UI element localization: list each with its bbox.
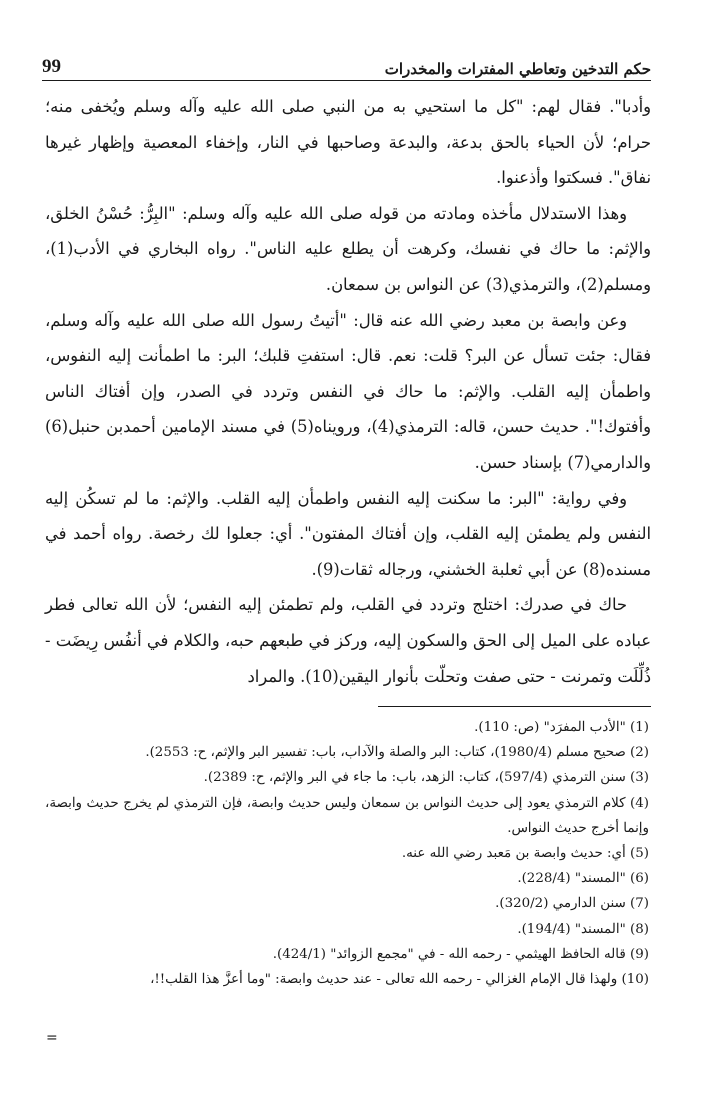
footnotes — [45, 715, 651, 992]
footnote: (3) سنن الترمذي (597/4)، كتاب: الزهد، باب: ما جاء في البر والإثم، ح: 2389). — [203, 770, 649, 786]
running-title: حكم التدخين وتعاطي المفترات والمخدرات — [384, 60, 651, 78]
paragraph: وأدبا". فقال لهم: "كل ما استحيي به من النبي صلى الله عليه وآله وسلم ويُخفى منه؛ حرام؛ لأن الحياء بالحق بدعة، والبدعة وصاحبها في النار، وإخفاء المعصية وإظهار غيرها نفاق". فسكتوا وأذعنوا. — [45, 97, 651, 188]
footnote: (4) كلام الترمذي يعود إلى حديث النواس بن سمعان وليس حديث وابصة، فإن الترمذي لم يخرج حديث وابصة، وإنما أخرج حديث النواس. — [45, 795, 649, 836]
paragraph: وهذا الاستدلال مأخذه ومادته من قوله صلى الله عليه وآله وسلم: "البِرُّ: حُسْنُ الخلق، والإثم: ما حاك في نفسك، وكرهت أن يطلع عليه الناس". رواه البخاري في الأدب(1)، ومسلم(2)، والترمذي(3) عن النواس بن سمعان. — [45, 203, 651, 294]
header-rule — [42, 80, 651, 81]
footnote: (2) صحيح مسلم (1980/4)، كتاب: البر والصلة والآداب، باب: تفسير البر والإثم، ح: 2553). — [145, 745, 649, 761]
page-header — [42, 48, 651, 78]
paragraph: وعن وابصة بن معبد رضي الله عنه قال: "أتيتُ رسول الله صلى الله عليه وآله وسلم، فقال: جئت تسأل عن البر؟ قلت: نعم. قال: استفتِ قلبك؛ البر: ما اطمأنت إليه النفوس، واطمأن إليه القلب. والإثم: ما حاك في النفس وتردد في الصدر، وإن أفتاك الناس وأفتوك!". حديث حسن، قاله: الترمذي(4)، ورويناه(5) في مسند الإمامين أحمدبن حنبل(6) والدارمي(7) بإسناد حسن. — [45, 310, 651, 472]
footnote: (8) "المسند" (194/4). — [517, 921, 649, 937]
paragraph: وفي رواية: "البر: ما سكنت إليه النفس واطمأن إليه القلب. والإثم: ما لم تسكُن إليه النفس ولم يطمئن إليه القلب، وإن أفتاك المفتون". أي: جعلوا لك رخصة. رواه أحمد في مسنده(8) عن أبي ثعلبة الخشني، ورجاله ثقات(9). — [45, 488, 651, 579]
page-number: 99 — [42, 56, 61, 77]
footnote: (7) سنن الدارمي (320/2). — [495, 896, 649, 912]
footnote: (5) أي: حديث وابصة بن مَعبد رضي الله عنه. — [401, 846, 649, 862]
footnote: (9) قاله الحافظ الهيثمي - رحمه الله - في "مجمع الزوائد" (424/1). — [272, 946, 649, 962]
footnote: (10) ولهذا قال الإمام الغزالي - رحمه الله تعالى - عند حديث وابصة: "وما أعزَّ هذا القلب!!، — [150, 972, 649, 988]
paragraph: حاك في صدرك: اختلج وتردد في القلب، ولم تطمئن إليه النفس؛ لأن الله تعالى فطر عباده على الميل إلى الحق والسكون إليه، وركز في طبعهم حبه، والكلام في أنفُس رِيضَت - ذُلِّلَت وتمرنت - حتى صفت وتحلّت بأنوار اليقين(10). والمراد — [45, 595, 651, 686]
main-text — [45, 89, 651, 694]
footnote: (1) "الأدب المفرَد" (ص: 110). — [474, 720, 649, 735]
continuation-mark: = — [46, 1030, 58, 1046]
footnote-separator — [378, 706, 651, 707]
footnote: (6) "المسند" (228/4). — [517, 871, 649, 887]
